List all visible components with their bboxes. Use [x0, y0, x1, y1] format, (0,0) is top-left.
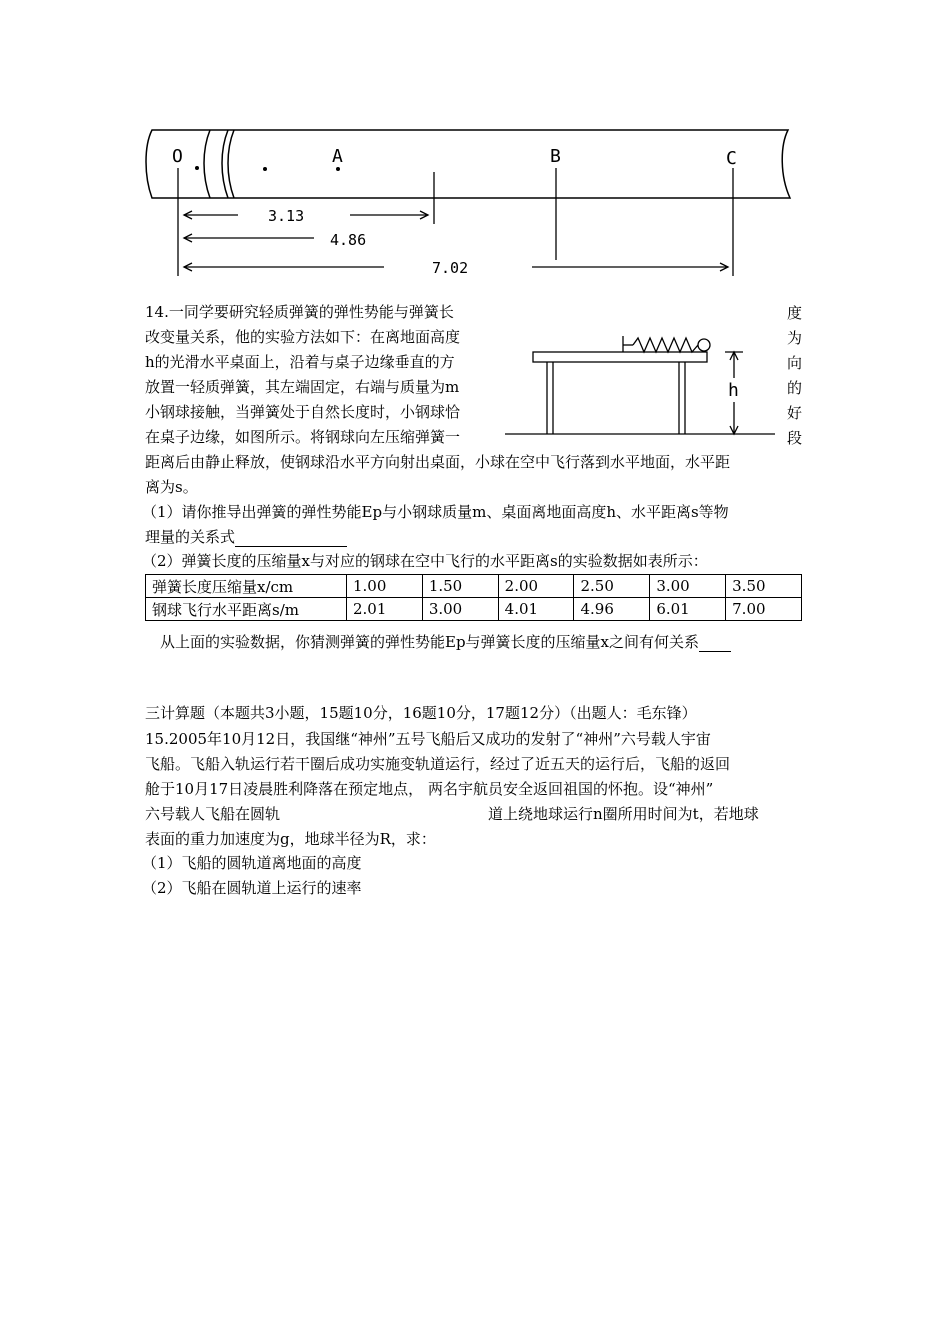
table-cell: 1.00: [347, 575, 423, 598]
q15-line-2: 飞船。飞船入轨运行若干圈后成功实施变轨道运行，经过了近五天的运行后，飞船的返回: [145, 755, 731, 773]
q14-guess-prompt: [160, 632, 731, 652]
q14-part1-label: 理量的关系式: [145, 528, 236, 546]
table-cell: 3.00: [422, 598, 498, 621]
q14-edge-char-2: 为: [787, 329, 803, 347]
q15-line-5: 表面的重力加速度为g，地球半径为R，求：: [145, 830, 436, 848]
height-label: h: [728, 380, 739, 401]
q14-line-6: 在桌子边缘，如图所示。将钢球向左压缩弹簧一: [145, 428, 461, 446]
q15-line-4-right: 道上绕地球运行n圈所用时间为t，若地球: [488, 805, 759, 823]
table-cell: 1.50: [422, 575, 498, 598]
table-cell: 6.01: [650, 598, 726, 621]
section3-heading: 三计算题（本题共3小题，15题10分，16题10分，17题12分）（出题人：毛东锋）: [145, 704, 697, 722]
data-table: [145, 574, 802, 621]
table-cell: 3.50: [726, 575, 802, 598]
table-cell: 2.50: [574, 575, 650, 598]
answer-blank-2[interactable]: [699, 633, 731, 652]
q15-line-4-left: 六号载人飞船在圆轨: [145, 805, 281, 823]
q14-part2-text: （2）弹簧长度的压缩量x与对应的钢球在空中飞行的水平距离s的实验数据如表所示：: [142, 552, 708, 570]
table-cell: 3.00: [650, 575, 726, 598]
q14-edge-char-6: 段: [787, 429, 803, 447]
table-cell: 4.96: [574, 598, 650, 621]
spring-table-figure: [505, 330, 780, 440]
q14-edge-char-5: 好: [787, 404, 803, 422]
table-row-header: 钢球飞行水平距离s/m: [146, 598, 347, 621]
answer-blank-1[interactable]: [235, 528, 347, 547]
q14-line-5: 小钢球接触，当弹簧处于自然长度时，小钢球恰: [145, 403, 461, 421]
table-cell: 4.01: [498, 598, 574, 621]
table-cell: 7.00: [726, 598, 802, 621]
q14-edge-char-1: 度: [787, 304, 803, 322]
q14-edge-char-3: 向: [787, 354, 803, 372]
q14-line-1: 14.一同学要研究轻质弹簧的弹性势能与弹簧长: [145, 303, 454, 321]
q14-guess-text: 从上面的实验数据，你猜测弹簧的弹性势能Ep与弹簧长度的压缩量x之间有何关系: [160, 633, 700, 651]
q14-part1-text: （1）请你推导出弹簧的弹性势能Ep与小钢球质量m、桌面离地面高度h、水平距离s等物: [142, 503, 729, 521]
q14-part1-formula-prompt: [145, 527, 347, 547]
distance-label-ob: 4.86: [330, 231, 367, 249]
distance-label-oa: 3.13: [268, 207, 305, 225]
distance-label-oc: 7.02: [432, 259, 469, 277]
point-label-a: A: [332, 146, 343, 167]
q14-line-2: 改变量关系，他的实验方法如下：在离地面高度: [145, 328, 461, 346]
q15-sub-question-1: （1）飞船的圆轨道离地面的高度: [142, 854, 362, 872]
q15-sub-question-2: （2）飞船在圆轨道上运行的速率: [142, 879, 362, 897]
q14-continuation-2: 离为s。: [145, 478, 198, 496]
table-row-header: 弹簧长度压缩量x/cm: [146, 575, 347, 598]
q15-line-1: 15.2005年10月12日，我国继“神州”五号飞船后又成功的发射了“神州”六号载人宇宙: [145, 730, 711, 748]
point-label-b: B: [550, 146, 561, 167]
paper-tape-figure: [140, 128, 800, 280]
q14-continuation-1: 距离后由静止释放，使钢球沿水平方向射出桌面，小球在空中飞行落到水平地面，水平距: [145, 453, 731, 471]
table-row: [146, 575, 802, 598]
point-label-c: C: [726, 148, 737, 169]
table-cell: 2.01: [347, 598, 423, 621]
q14-edge-char-4: 的: [787, 379, 803, 397]
point-label-o: O: [172, 146, 183, 167]
q14-line-4: 放置一轻质弹簧，其左端固定，右端与质量为m: [145, 378, 460, 396]
q14-line-3: h的光滑水平桌面上，沿着与桌子边缘垂直的方: [145, 353, 455, 371]
table-row: [146, 598, 802, 621]
q15-line-3: 舱于10月17日凌晨胜利降落在预定地点， 两名宇航员安全返回祖国的怀抱。设“神州”: [145, 780, 714, 798]
table-cell: 2.00: [498, 575, 574, 598]
